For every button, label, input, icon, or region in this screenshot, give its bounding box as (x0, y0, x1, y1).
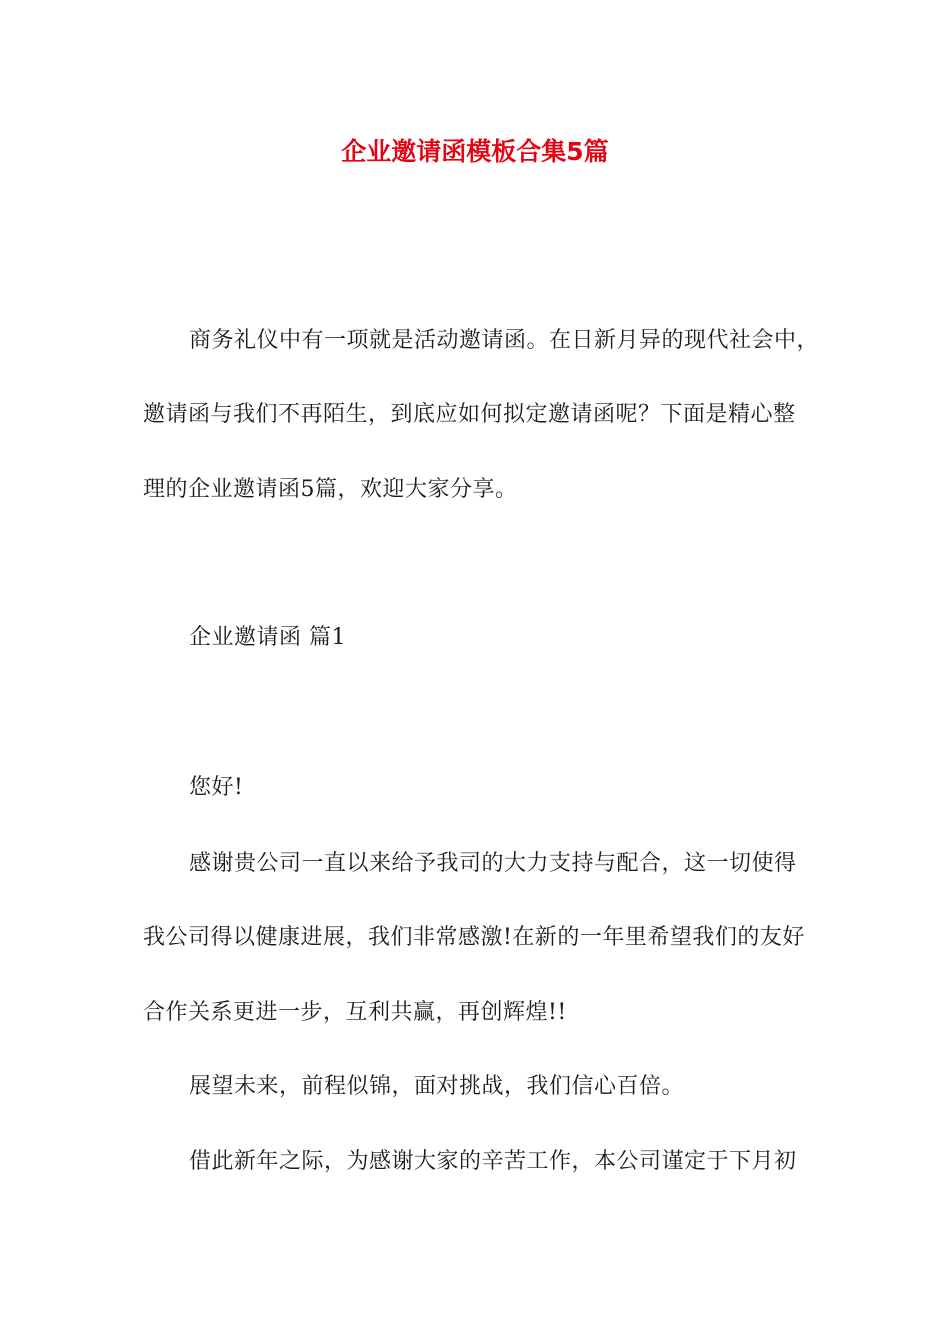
para2: 展望未来，前程似锦，面对挑战，我们信心百倍。 (189, 1074, 685, 1099)
para1-line-3: 合作关系更进一步，互利共赢，再创辉煌!! (143, 1000, 567, 1025)
intro-line-3: 理的企业邀请函5篇，欢迎大家分享。 (143, 477, 518, 502)
greeting: 您好! (189, 775, 244, 800)
section-heading: 企业邀请函 篇1 (189, 625, 346, 650)
para1-line-1: 感谢贵公司一直以来给予我司的大力支持与配合，这一切使得 (189, 851, 797, 876)
para3-line-1: 借此新年之际，为感谢大家的辛苦工作，本公司谨定于下月初 (189, 1149, 797, 1174)
document-title: 企业邀请函模板合集5篇 (341, 137, 609, 166)
para1-line-2: 我公司得以健康进展，我们非常感激!在新的一年里希望我们的友好 (143, 925, 805, 950)
intro-line-1: 商务礼仪中有一项就是活动邀请函。在日新月异的现代社会中， (189, 328, 820, 353)
intro-line-2: 邀请函与我们不再陌生，到底应如何拟定邀请函呢？下面是精心整 (143, 402, 796, 427)
